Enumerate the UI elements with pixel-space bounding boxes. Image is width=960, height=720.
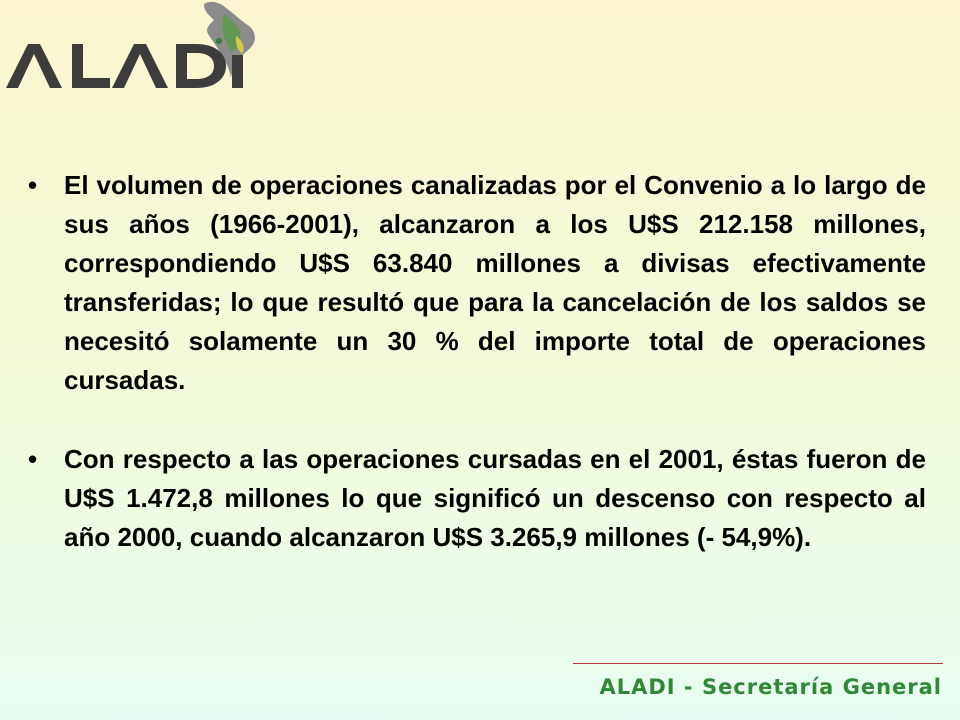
footer-divider [573,663,943,664]
bullet-text: Con respecto a las operaciones cursadas en el 2001, éstas fueron de U$S 1.472,8 millones lo que significó un descenso con respecto al año 2000, cuando alcanzaron U$S 3.265,9 millones (- 54,9%). [64,444,926,552]
bullet-dot-icon: • [28,444,38,474]
latin-america-map-icon [204,2,255,78]
bullet-item [28,166,926,400]
footer-label: ALADI - Secretaría General [599,675,942,699]
logo-wordmark [6,44,243,88]
bullet-list [28,166,926,597]
bullet-item [28,440,926,557]
bullet-text: El volumen de operaciones canalizadas por el Convenio a lo largo de sus años (1966-2001), alcanzaron a los U$S 212.158 millones, correspondiendo U$S 63.840 millones a divisas efectivamente transferidas; lo que resultó que para la cancelación de los saldos se necesitó solamente un 30 % del importe total de operaciones cursadas. [64,170,926,395]
aladi-logo [0,0,270,100]
bullet-dot-icon: • [28,170,38,200]
